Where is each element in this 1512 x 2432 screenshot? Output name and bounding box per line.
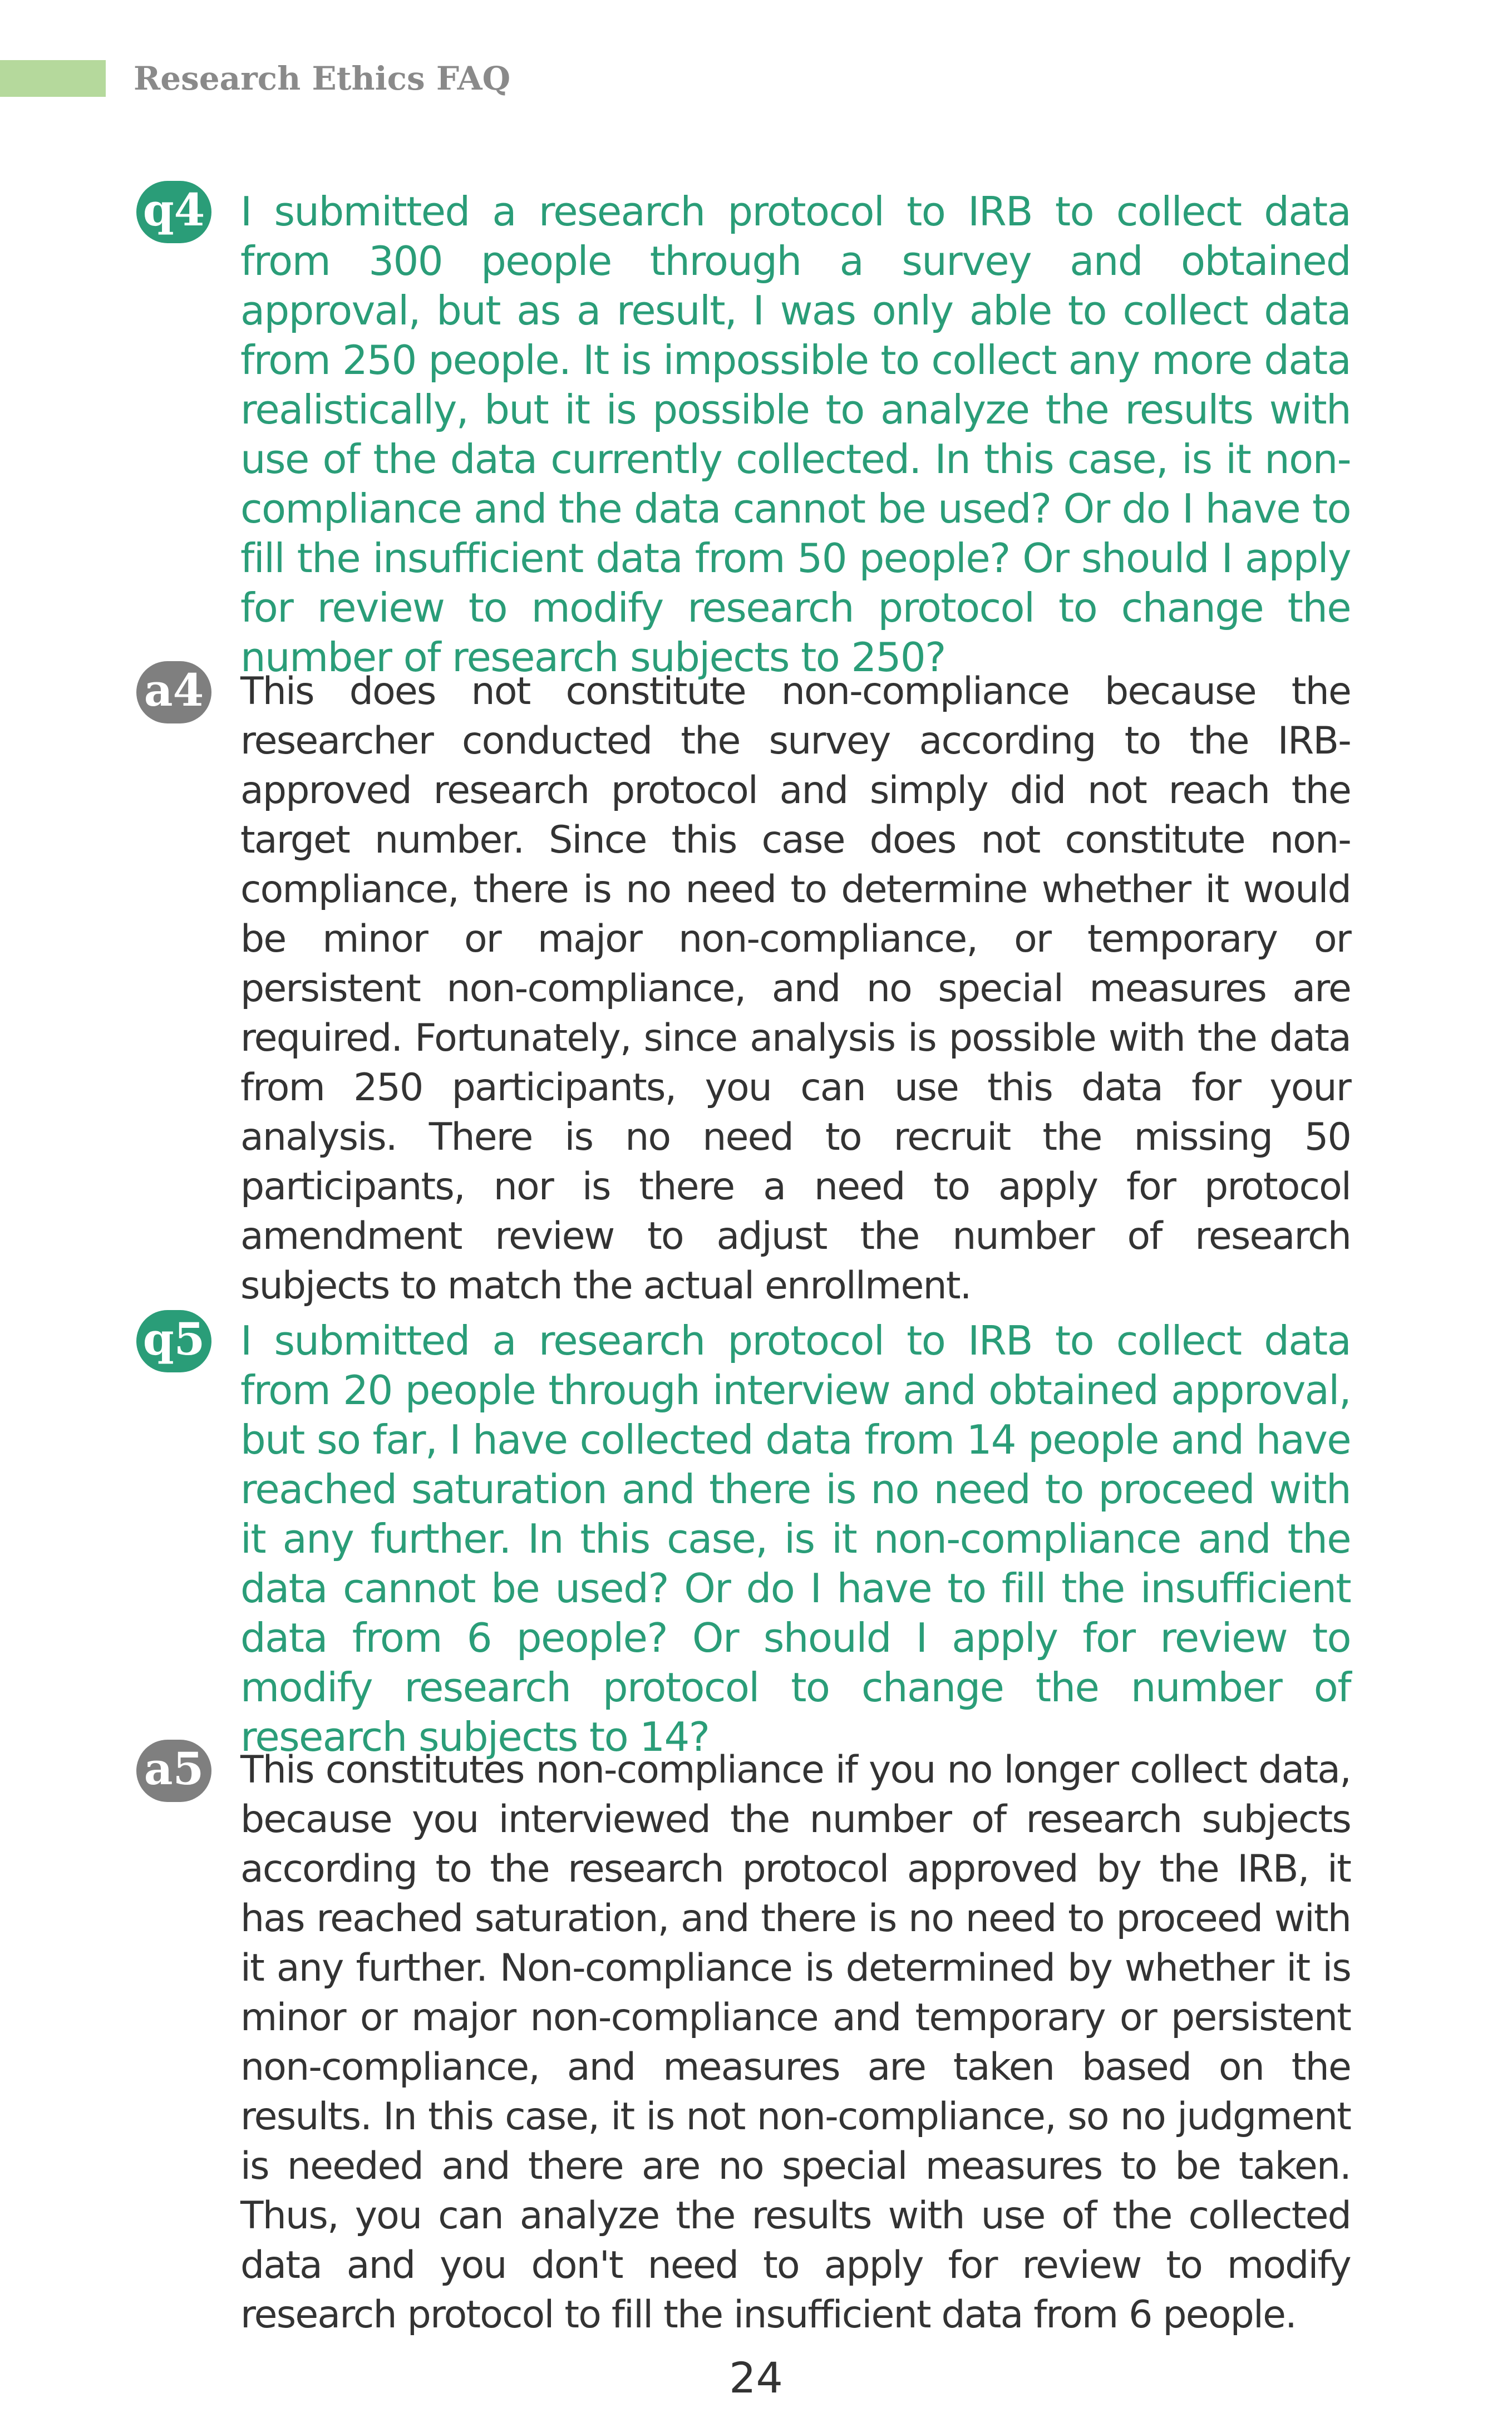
answer-text: This does not constitute non-compliance because the researcher conducted the survey according to the IRB-approved research protocol and simply did not reach the target number. Since this case does not constitute non-compliance, there is no need to determine whether it would be minor or major non-compliance, or temporary or persistent non-compliance, and no special measures are required. Fortunately, since analysis is possible with the data from 250 participants, you can use this data for your analysis. There is no need to recruit the missing 50 participants, nor is there a need to apply for protocol amendment review to adjust the number of research subjects to match the actual enrollment.: [240, 669, 1351, 1308]
question-text: I submitted a research protocol to IRB to collect data from 20 people through interview and obtained approval, but so far, I have collected data from 14 people and have reached saturation and there is no need to proceed with it any further. In this case, is it non-compliance and the data cannot be used? Or do I have to fill the insufficient data from 6 people? Or should I apply for review to modify research protocol to change the number of research subjects to 14?: [240, 1317, 1351, 1760]
running-header-title: Research Ethics FAQ: [134, 60, 511, 97]
answer-badge: a4: [136, 661, 211, 723]
question-badge: q5: [136, 1310, 211, 1372]
header-accent-bar: [0, 60, 106, 97]
answer-badge: a5: [136, 1740, 211, 1802]
page-number: 24: [729, 2353, 783, 2403]
answer-text: This constitutes non-compliance if you no longer collect data, because you interviewed the number of research subjects according to the research protocol approved by the IRB, it has reached saturation, and there is no need to proceed with it any further. Non-compliance is determined by whether it is minor or major non-compliance and temporary or persistent non-compliance, and measures are taken based on the results. In this case, it is not non-compliance, so no judgment is needed and there are no special measures to be taken. Thus, you can analyze the results with use of the collected data and you don't need to apply for review to modify research protocol to fill the insufficient data from 6 people.: [240, 1748, 1351, 2337]
question-text: I submitted a research protocol to IRB to collect data from 300 people through a survey and obtained approval, but as a result, I was only able to collect data from 250 people. It is impossible to collect any more data realistically, but it is possible to analyze the results with use of the data currently collected. In this case, is it non-compliance and the data cannot be used? Or do I have to fill the insufficient data from 50 people? Or should I apply for review to modify research protocol to change the number of research subjects to 250?: [240, 188, 1351, 681]
question-badge: q4: [136, 181, 211, 243]
